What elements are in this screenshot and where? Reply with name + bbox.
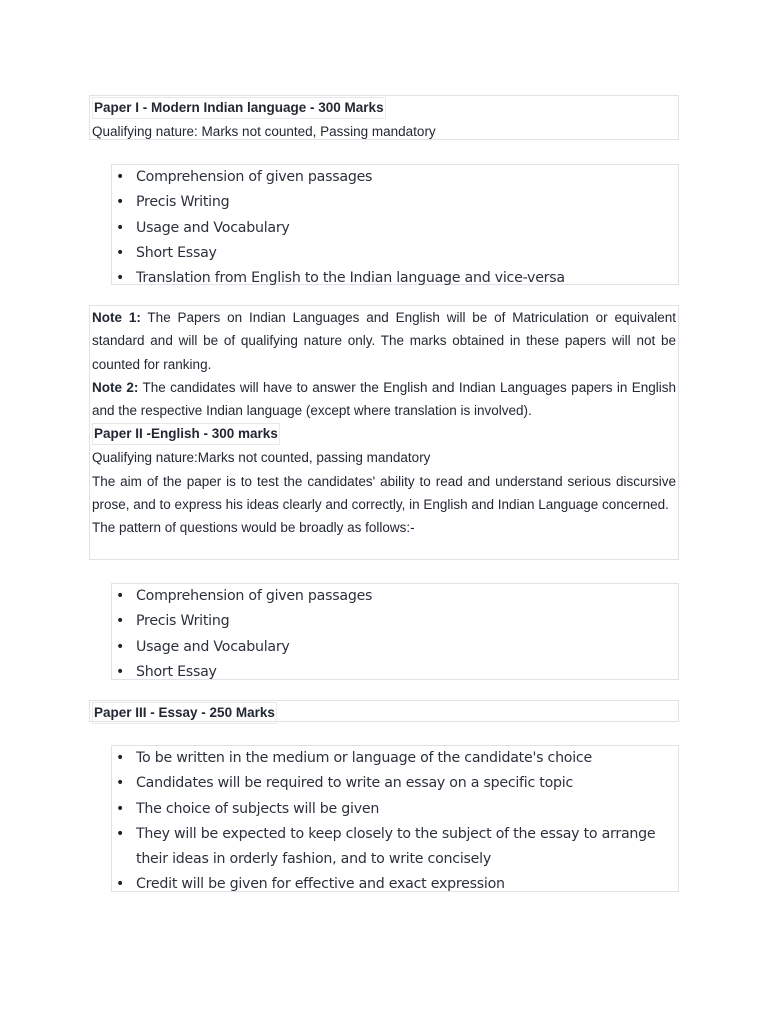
list-item: • Comprehension of given passages [136,584,678,609]
note2-label: Note 2: [92,379,139,395]
paper3-points-list [112,746,678,898]
note1-label: Note 1: [92,310,141,325]
list-item: • Translation from English to the Indian language and vice-versa [136,266,678,291]
list-item: • They will be expected to keep closely to the subject of the essay to arrange their ideas in orderly fashion, and to write concisely [136,822,678,873]
note1 [90,306,678,376]
list-item: • Candidates will be required to write an essay on a specific topic [136,771,678,796]
paper1-qualifying: Qualifying nature: Marks not counted, Passing mandatory [92,124,436,139]
paper2-heading: Paper II -English - 300 marks [92,423,280,445]
list-item: • The choice of subjects will be given [136,797,678,822]
paper2-qualifying: Qualifying nature:Marks not counted, passing mandatory [92,450,431,466]
list-item: • Usage and Vocabulary [136,635,678,660]
paper1-heading: Paper I - Modern Indian language - 300 Marks [92,97,386,119]
list-item: • Credit will be given for effective and exact expression [136,872,678,897]
list-item: • Precis Writing [136,190,678,215]
paper2-aim: The aim of the paper is to test the candidates' ability to read and understand serious discursive prose, and to express his ideas clearly and correctly, in English and Indian Language concerned. [92,473,676,513]
list-item: • Usage and Vocabulary [136,216,678,241]
paper2-pattern: The pattern of questions would be broadly as follows:- [92,520,415,536]
list-item: • To be written in the medium or language of the candidate's choice [136,746,678,771]
list-item: • Short Essay [136,660,678,685]
note2-text: The candidates will have to answer the English and Indian Languages papers in English and the respective Indian language (except where translation is involved). [92,379,676,419]
list-item: • Comprehension of given passages [136,165,678,190]
paper1-topics-box [111,164,679,285]
notes-paper2-box [89,305,679,560]
paper3-header-box [89,700,679,722]
paper3-points-box [111,745,679,892]
paper1-header-box [89,95,679,140]
note2 [90,376,678,423]
paper1-topics-list [112,165,678,291]
paper2-topics-box [111,583,679,680]
list-item: • Short Essay [136,241,678,266]
paper3-heading: Paper III - Essay - 250 Marks [92,702,277,724]
paper2-topics-list [112,584,678,685]
note1-text: The Papers on Indian Languages and English will be of Matriculation or equivalent standard and will be of qualifying nature only. The marks obtained in these papers will not be counted for ranking. [92,310,676,372]
list-item: • Precis Writing [136,609,678,634]
